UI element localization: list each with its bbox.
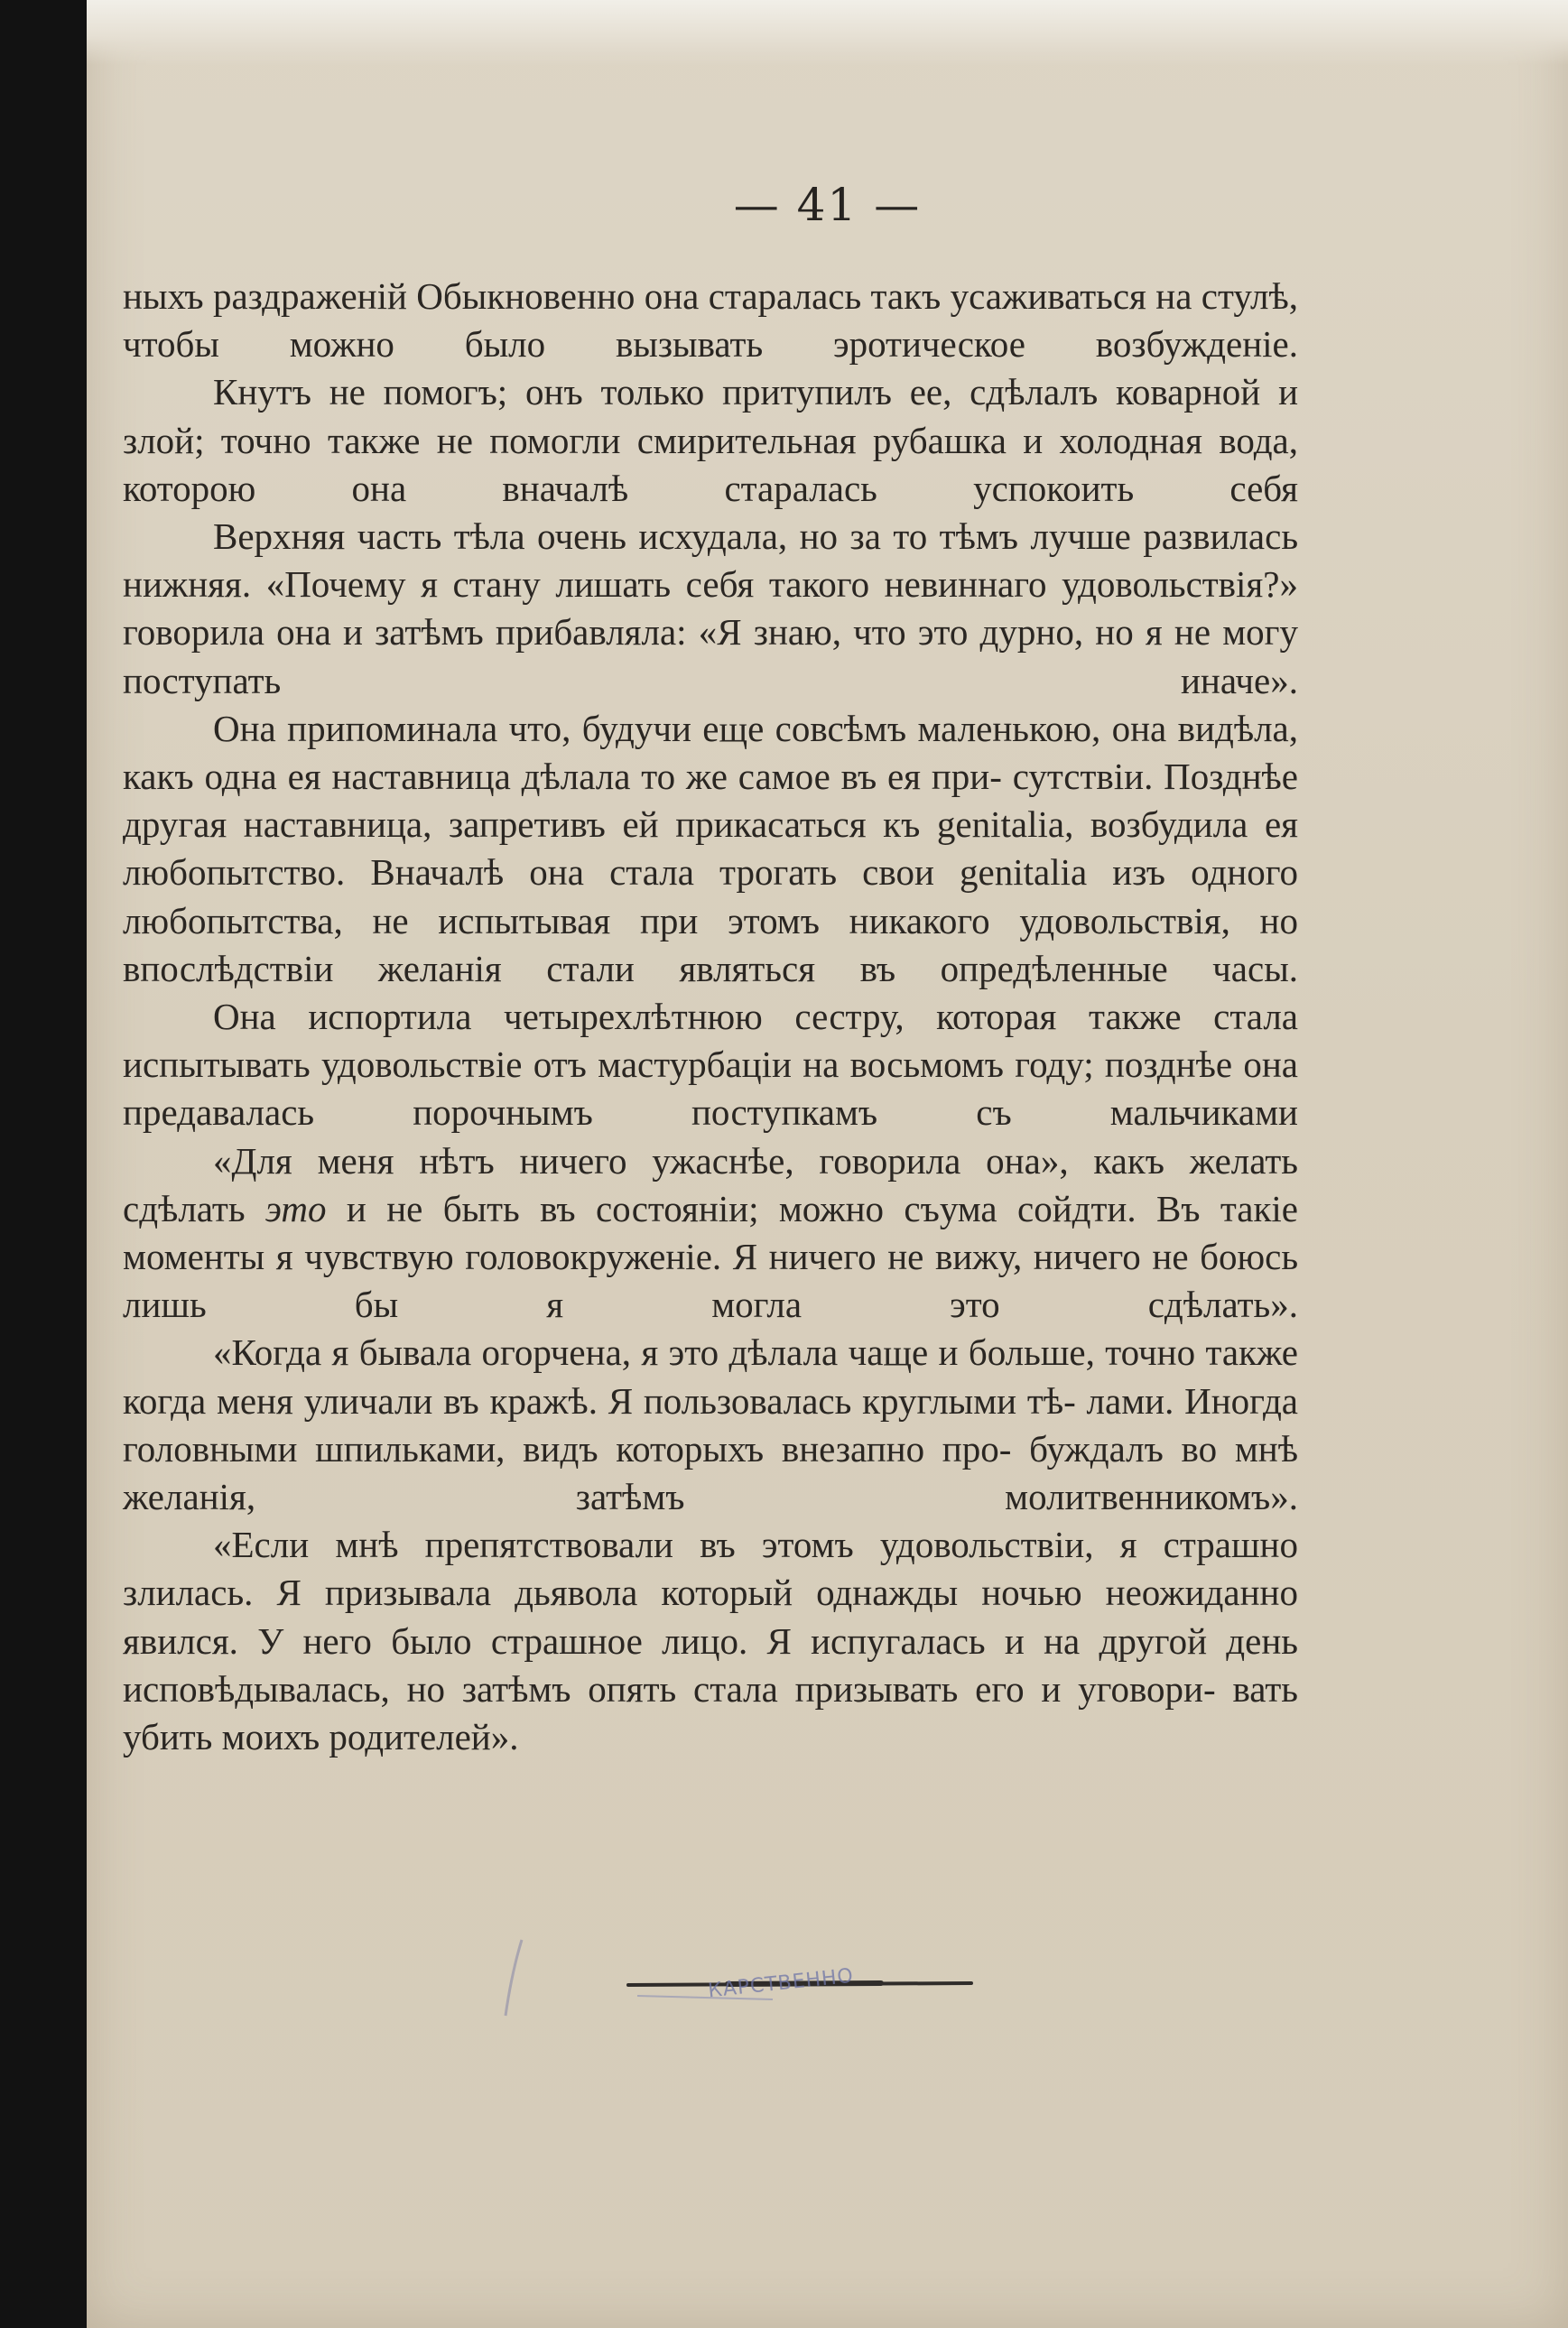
text-line: лами. Иногда головными шпильками, видъ которыхъ внезапно про- <box>123 1379 1298 1470</box>
book-page <box>87 0 1568 2328</box>
text-line: развилась нижняя. «Почему я стану лишать себя такого невиннаго <box>123 515 1299 606</box>
text-line: боюсь лишь бы я могла это сдѣлать». <box>123 1236 1299 1326</box>
text-line: вода, которою она вначалѣ старалась успокоить себя <box>123 419 1299 509</box>
text-line: также когда меня уличали въ кражѣ. Я пользовалась круглыми тѣ- <box>123 1331 1299 1422</box>
text-line: видѣла, какъ одна ея наставница дѣлала то же самое въ ея при- <box>123 707 1298 798</box>
text-line: «Для меня нѣтъ ничего ужаснѣе, говорила она», какъ желать <box>213 1139 1298 1182</box>
text-line: и не быть въ состояніи; можно съума сойдти. Въ такіе <box>326 1187 1298 1229</box>
text-line: опредѣленные часы. <box>940 947 1298 989</box>
text-line: исповѣдывалась, но затѣмъ опять стала призывать его и уговори- <box>123 1667 1216 1710</box>
page-number: — 41 — <box>733 179 922 231</box>
paragraph-4 <box>123 705 1298 993</box>
text-line: никакого удовольствія, но впослѣдствіи желанія стали являться въ <box>123 899 1298 989</box>
text-line: это дурно, но я не могу поступать иначе». <box>123 611 1298 701</box>
text-line: сдѣлать <box>123 1187 265 1229</box>
paragraph-8 <box>123 1521 1298 1761</box>
stamp-text: КАРСТВЕННО <box>707 1964 856 2003</box>
text-line: явился. У него было страшное лицо. Я испугалась и на другой день <box>123 1619 1298 1662</box>
text-line: Кнутъ не помогъ; онъ только притупилъ ее, сдѣлалъ коварной <box>213 371 1261 413</box>
body-text <box>123 273 1298 1761</box>
text-line: она предавалась порочнымъ поступкамъ съ мальчиками <box>123 1043 1298 1134</box>
scan-margin <box>0 0 87 2328</box>
paragraph-5 <box>123 993 1298 1137</box>
text-line: злилась. Я призывала дьявола который однажды ночью неожиданно <box>123 1572 1298 1614</box>
paragraph-7 <box>123 1329 1298 1521</box>
text-line: на стулѣ, чтобы можно было вызывать эротическое возбужденіе. <box>123 275 1299 366</box>
text-line: и злой; точно также не помогли смирительная рубашка и холодная <box>123 371 1299 461</box>
text-line: ныхъ раздраженій Обыкновенно она старалась такъ усаживаться <box>123 275 1146 317</box>
text-line: буждалъ во мнѣ желанія, затѣмъ молитвенникомъ». <box>123 1427 1298 1518</box>
paragraph-2 <box>123 368 1298 513</box>
text-line: Она припоминала что, будучи еще совсѣмъ маленькою, она <box>213 707 1167 749</box>
text-line: свои genitalia изъ одного любопытства, не испытывая при этомъ <box>123 851 1298 941</box>
text-line: Верхняя часть тѣла очень исхудала, но за то тѣмъ лучше <box>213 515 1131 558</box>
text-line: испытывать удовольствіе отъ мастурбаціи на восьмомъ году; позднѣе <box>123 1043 1233 1086</box>
paragraph-1 <box>123 273 1298 368</box>
italic-word: это <box>264 1187 327 1229</box>
text-line: genitalia, возбудила ея любопытство. Вначалѣ она стала трогать <box>123 803 1299 894</box>
text-line: удовольствія?» говорила она и затѣмъ прибавляла: «Я знаю, что <box>123 563 1298 654</box>
text-line: моменты я чувствую головокруженіе. Я ничего не вижу, ничего не <box>123 1236 1189 1278</box>
text-line: «Если мнѣ препятствовали въ этомъ удовольствіи, я страшно <box>213 1524 1298 1566</box>
text-line: сутствіи. Позднѣе другая наставница, запретивъ ей прикасаться къ <box>123 756 1298 846</box>
page-top-edge <box>87 0 1568 65</box>
text-line: Она испортила четырехлѣтнюю сестру, которая также стала <box>213 996 1298 1038</box>
text-line: «Когда я бывала огорчена, я это дѣлала чаще и больше, точно <box>213 1331 1196 1374</box>
paragraph-6 <box>123 1137 1298 1330</box>
paragraph-3 <box>123 513 1298 705</box>
text-line: вать убить моихъ родителей». <box>123 1667 1299 1758</box>
